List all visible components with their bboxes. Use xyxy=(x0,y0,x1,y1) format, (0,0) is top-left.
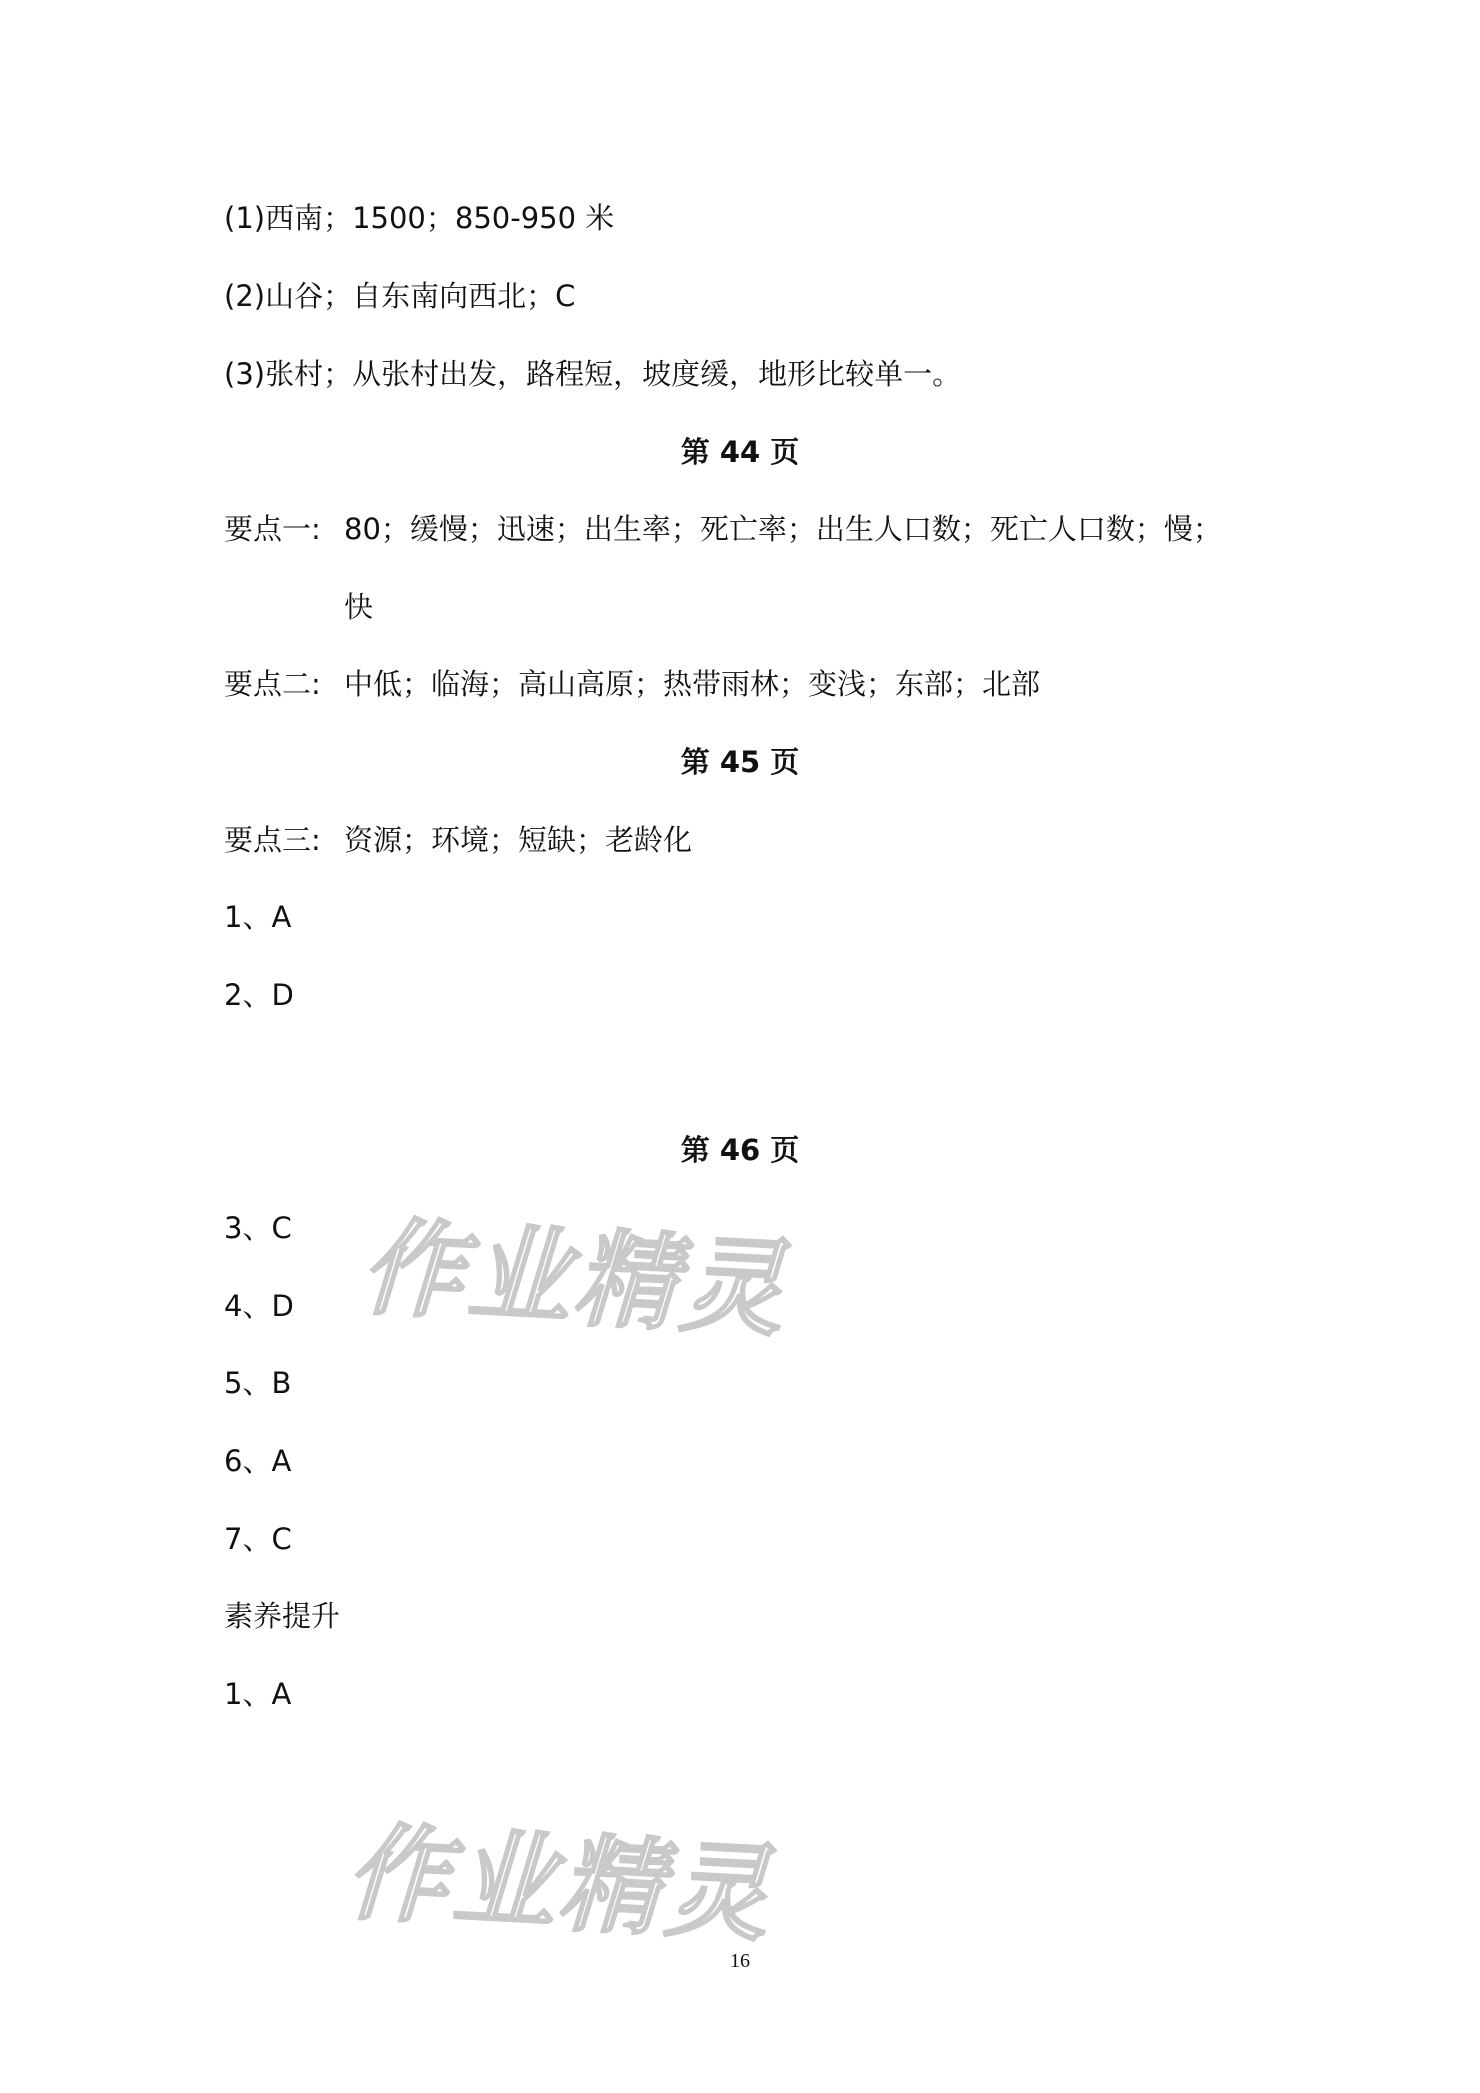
answer-7: 7、C xyxy=(224,1522,292,1556)
answer-5: 5、B xyxy=(224,1366,292,1400)
watermark-lower: 作业精灵 xyxy=(337,1811,800,1957)
point-1-continuation: 快 xyxy=(344,590,374,624)
point-2-label: 要点二: xyxy=(224,667,321,701)
point-1-label: 要点一: xyxy=(224,512,321,546)
point-3-text: 资源；环境；短缺；老龄化 xyxy=(344,823,693,857)
page-46-heading: 第 46 页 xyxy=(680,1133,800,1167)
answer-line-q3: (3)张村；从张村出发，路程短，坡度缓，地形比较单一。 xyxy=(224,357,962,391)
answer-line-q1: (1)西南；1500；850-950 米 xyxy=(224,201,615,235)
answer-line-q2: (2)山谷；自东南向西北；C xyxy=(224,279,576,313)
page-44-heading: 第 44 页 xyxy=(680,435,800,469)
point-3-label: 要点三: xyxy=(224,823,321,857)
page-number: 16 xyxy=(730,1950,750,1972)
section-answer-1: 1、A xyxy=(224,1677,292,1711)
answer-4: 4、D xyxy=(224,1289,294,1323)
answer-2: 2、D xyxy=(224,978,294,1012)
point-2-text: 中低；临海；高山高原；热带雨林；变浅；东部；北部 xyxy=(344,667,1041,701)
answer-3: 3、C xyxy=(224,1211,292,1245)
answer-6: 6、A xyxy=(224,1444,292,1478)
watermark-upper: 作业精灵 xyxy=(352,1206,815,1352)
section-label: 素养提升 xyxy=(224,1599,341,1633)
point-1-line xyxy=(224,509,1222,549)
page-45-heading: 第 45 页 xyxy=(680,745,800,779)
answer-1: 1、A xyxy=(224,900,292,934)
point-3-line xyxy=(224,820,692,860)
point-2-line xyxy=(224,664,1040,704)
point-1-text: 80；缓慢；迅速；出生率；死亡率；出生人口数；死亡人口数；慢； xyxy=(344,512,1222,546)
